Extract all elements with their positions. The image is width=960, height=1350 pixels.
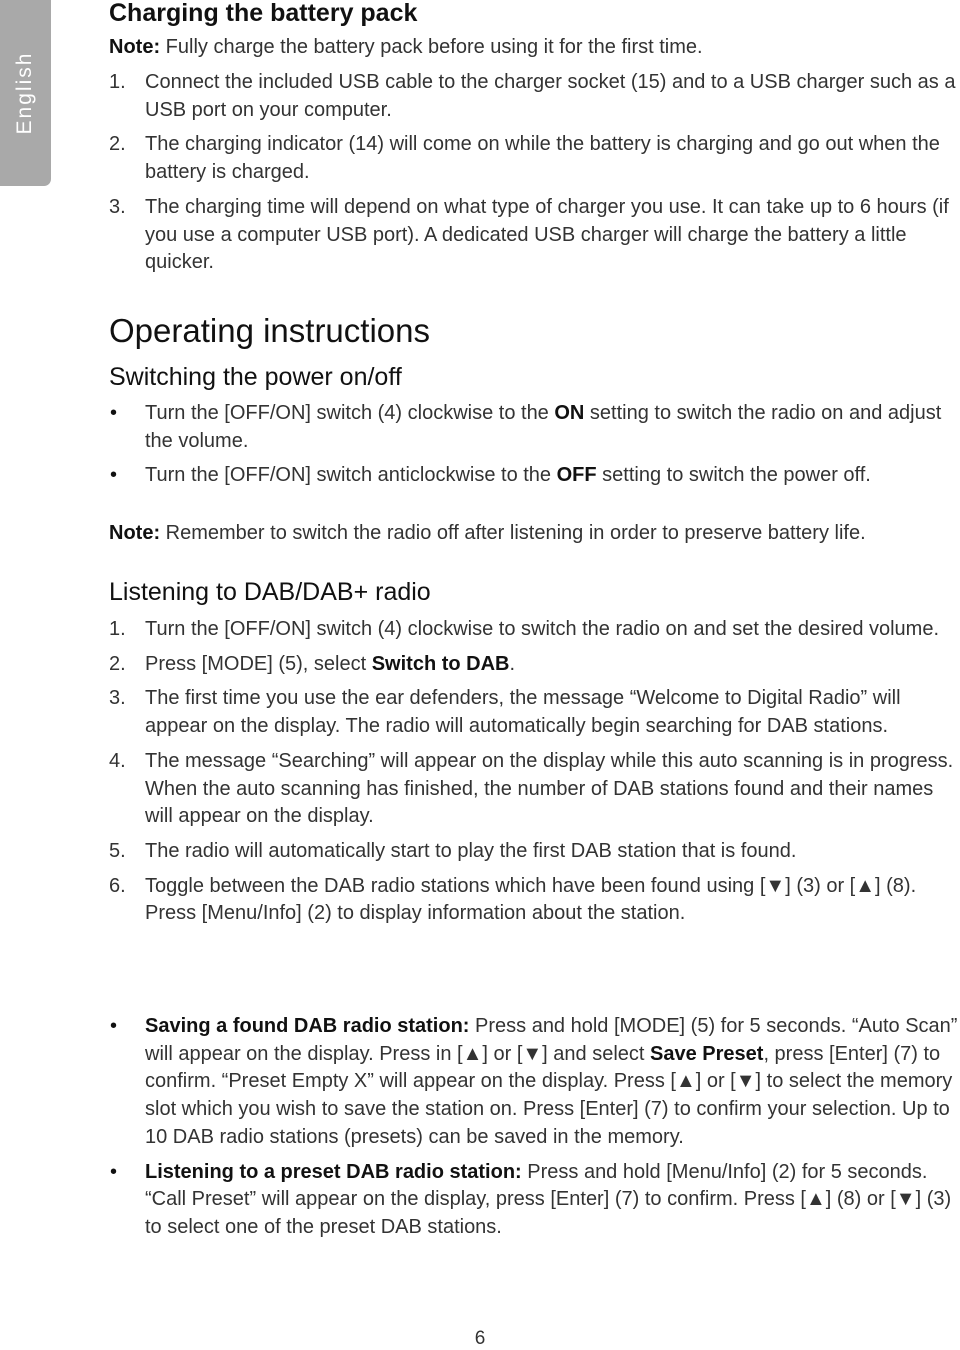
- note-label: Note:: [109, 522, 161, 544]
- list-item: [109, 69, 959, 124]
- step-text: The message “Searching” will appear on the display while this auto scanning is in progress. When the auto scanning has finished, the number of DAB stations found and their names will appear on the display.: [145, 749, 954, 828]
- bullet-icon: •: [110, 402, 118, 424]
- note-text: Remember to switch the radio off after listening in order to preserve battery life.: [160, 522, 866, 544]
- step-text: The charging time will depend on what type of charger you use. It can take up to 6 hours (if you use a computer USB port). A dedicated USB charger will charge the battery a little quicker.: [145, 195, 949, 274]
- bullet-bold: Listening to a preset DAB radio station:: [145, 1160, 522, 1183]
- step-number: 3.: [109, 195, 126, 218]
- note-label: Note:: [109, 36, 161, 58]
- bullet-text: setting to switch the radio on and adjust the volume.: [145, 402, 942, 452]
- list-item: [109, 748, 959, 831]
- language-label: English: [13, 51, 36, 135]
- bullet-text: , press [Enter] (7) to confirm. “Preset Empty X” will appear on the display. Press [▲] or [▼] to select the memory slot which you wish to save the station on. Press [Enter] (7) to confirm your selection. Up to 10 DAB radio stations (presets) can be saved in the memory.: [145, 1042, 953, 1148]
- charging-note: [109, 34, 959, 62]
- step-text: Turn the [OFF/ON] switch (4) clockwise to switch the radio on and set the desired volume.: [145, 618, 940, 640]
- list-item: [109, 194, 959, 277]
- power-bullets: [109, 400, 959, 497]
- step-text: Press [MODE] (5), select: [145, 652, 372, 675]
- charging-title: Charging the battery pack: [109, 0, 418, 27]
- bullet-text: Turn the [OFF/ON] switch anticlockwise to the: [145, 464, 557, 487]
- step-text: The first time you use the ear defenders, the message “Welcome to Digital Radio” will appear on the display. The radio will automatically begin searching for DAB stations.: [145, 687, 901, 738]
- dab-title: Listening to DAB/DAB+ radio: [109, 578, 431, 606]
- list-item: [109, 685, 959, 740]
- list-item: [109, 651, 959, 679]
- bullet-icon: •: [110, 1015, 118, 1037]
- bullet-icon: •: [110, 464, 118, 487]
- bullet-text: Press and hold [MODE] (5) for 5 seconds. “Auto Scan” will appear on the display. Press in [▲] or [▼] and select: [145, 1015, 958, 1065]
- bullet-bold: Saving a found DAB radio station:: [145, 1015, 470, 1037]
- bullet-bold: Save Preset: [650, 1042, 764, 1065]
- step-number: 4.: [109, 749, 126, 772]
- list-item: [109, 838, 959, 866]
- step-text: The radio will automatically start to play the first DAB station that is found.: [145, 839, 797, 862]
- step-number: 6.: [109, 874, 126, 897]
- step-number: 2.: [109, 133, 126, 156]
- step-text: The charging indicator (14) will come on while the battery is charging and go out when the battery is charged.: [145, 133, 940, 184]
- list-item: [109, 131, 959, 186]
- list-item: [109, 616, 959, 644]
- list-item: [109, 1013, 959, 1152]
- step-bold: Switch to DAB: [371, 652, 510, 675]
- bullet-bold: OFF: [556, 464, 597, 487]
- bullet-icon: •: [110, 1160, 118, 1183]
- bullet-text: Press and hold [Menu/Info] (2) for 5 seconds. “Call Preset” will appear on the display, press [Enter] (7) to confirm. Press [▲] (8) or [▼] (3) to select one of the preset DAB stations.: [145, 1160, 952, 1238]
- dab-bullets: [109, 1013, 959, 1249]
- page-number: 6: [474, 1328, 486, 1349]
- bullet-bold: ON: [554, 402, 585, 424]
- step-number: 5.: [109, 839, 126, 862]
- step-number: 1.: [109, 618, 126, 640]
- language-tab: [0, 0, 51, 186]
- list-item: [109, 873, 959, 928]
- step-text: Connect the included USB cable to the charger socket (15) and to a USB charger such as a USB port on your computer.: [145, 71, 956, 121]
- list-item: [109, 462, 959, 490]
- bullet-text: setting to switch the power off.: [596, 464, 871, 487]
- dab-steps: [109, 616, 959, 935]
- step-number: 3.: [109, 687, 126, 710]
- list-item: [109, 1159, 959, 1242]
- step-text: .: [509, 652, 516, 675]
- operating-title: Operating instructions: [109, 312, 430, 349]
- power-title: Switching the power on/off: [109, 363, 402, 391]
- step-text: Toggle between the DAB radio stations which have been found using [▼] (3) or [▲] (8). Press [Menu/Info] (2) to display information about the station.: [145, 874, 917, 925]
- step-number: 2.: [109, 652, 126, 675]
- bullet-text: Turn the [OFF/ON] switch (4) clockwise to the: [145, 402, 555, 424]
- note-text: Fully charge the battery pack before using it for the first time.: [160, 36, 703, 58]
- charging-steps: [109, 69, 959, 284]
- step-number: 1.: [109, 71, 126, 93]
- list-item: [109, 400, 959, 455]
- power-note: [109, 520, 959, 548]
